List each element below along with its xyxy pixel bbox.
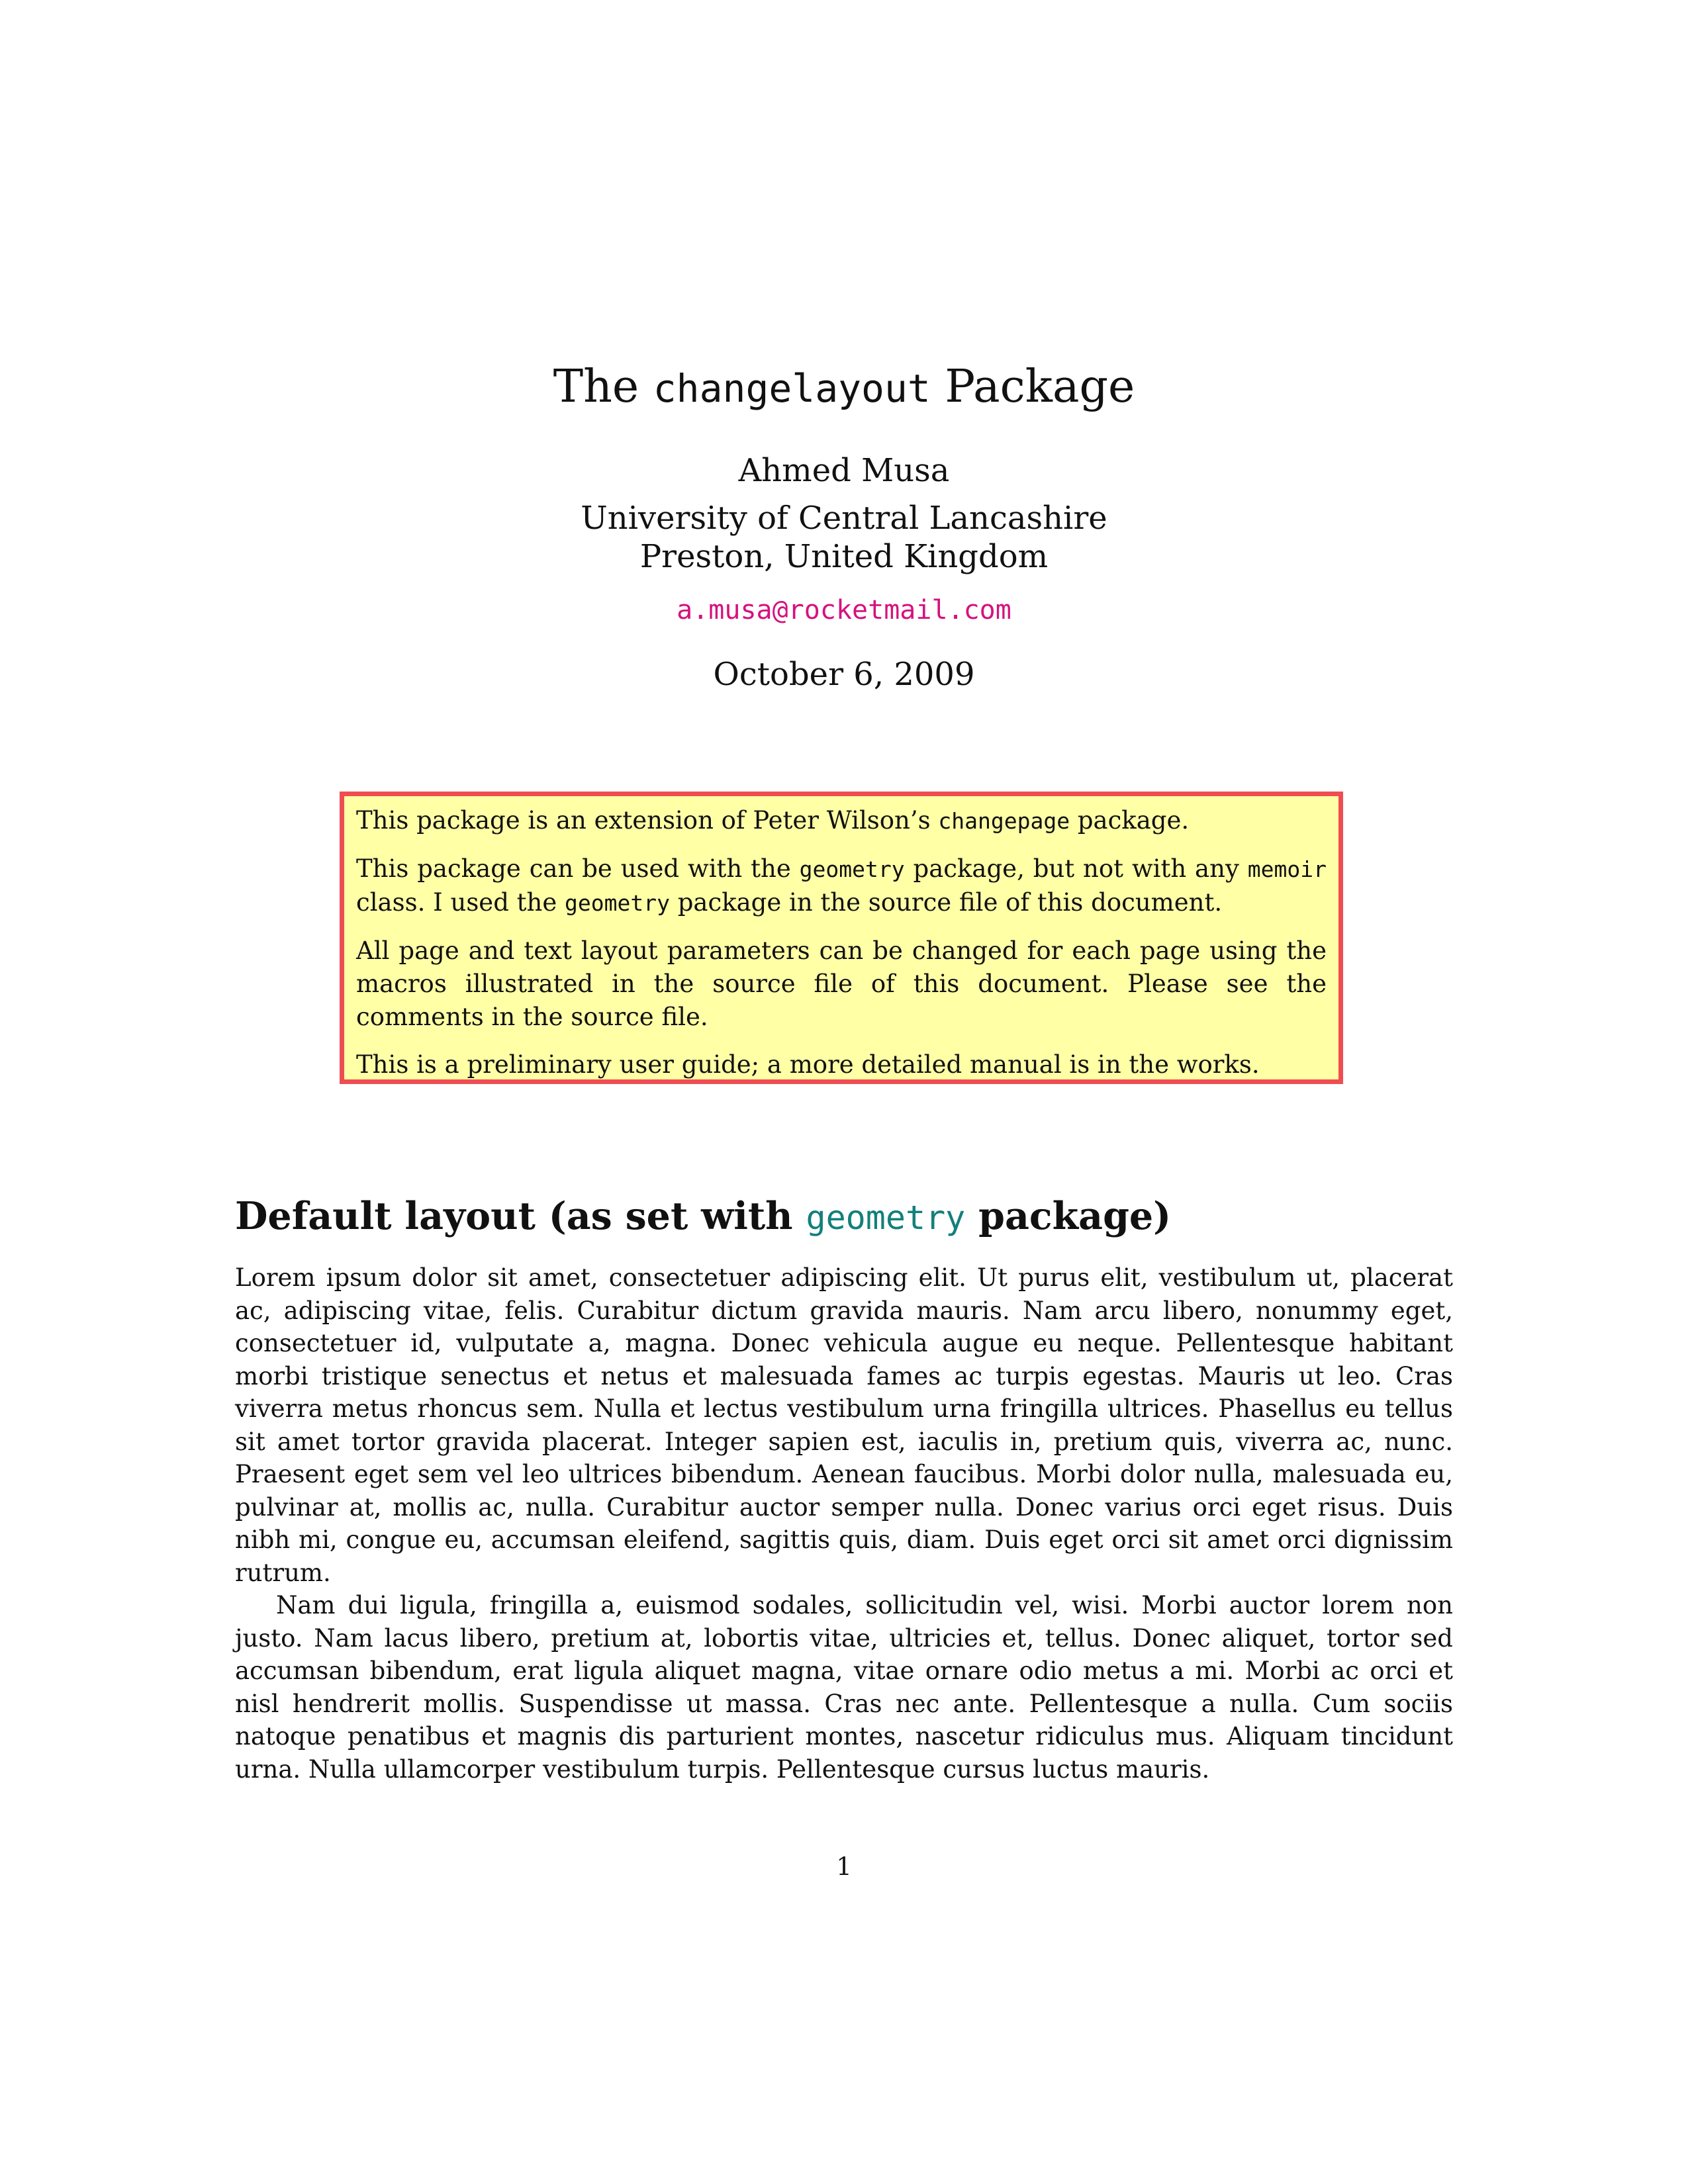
code-changepage: changepage	[938, 808, 1070, 834]
notice-box	[340, 792, 1343, 1084]
title-suffix: Package	[945, 361, 1135, 413]
notice-paragraph-1: This package is an extension of Peter Wilson’s changepage package.	[356, 806, 1190, 835]
document-date: October 6, 2009	[713, 656, 975, 693]
author-email-link[interactable]: a.musa@rocketmail.com	[677, 595, 1011, 625]
page-number: 1	[836, 1852, 852, 1881]
notice-paragraph-4: This is a preliminary user guide; a more detailed manual is in the works.	[356, 1050, 1260, 1079]
body-paragraph-1: Lorem ipsum dolor sit amet, consectetuer adipiscing elit. Ut purus elit, vestibulum ut, placerat ac, adipiscing vitae, felis. Curabitur dictum gravida mauris. Nam arcu libero, nonummy eget, consectetuer id, vulputate a, magna. Donec vehicula augue eu neque. Pellentesque habitant morbi tristique senectus et netus et malesuada fames ac turpis egestas. Mauris ut leo. Cras viverra metus rhoncus sem. Nulla et lectus vestibulum urna fringilla ultrices. Phasellus eu tellus sit amet tortor gravida placerat. Integer sapien est, iaculis in, pretium quis, viverra ac, nunc. Praesent eget sem vel leo ultrices bibendum. Aenean faucibus. Morbi dolor nulla, malesuada eu, pulvinar at, mollis ac, nulla. Curabitur auctor semper nulla. Donec varius orci eget risus. Duis nibh mi, congue eu, accumsan eleifend, sagittis quis, diam. Duis eget orci sit amet orci dignissim rutrum.	[235, 1263, 1453, 1587]
affiliation-line-1: University of Central Lancashire	[581, 500, 1107, 537]
code-geometry: geometry	[565, 890, 670, 916]
notice-paragraph-3: All page and text layout parameters can be changed for each page using the macros illustrated in the source file of this document. Please see the comments in the source file.	[356, 936, 1327, 1031]
section-heading: Default layout (as set with geometry package)	[235, 1194, 1172, 1238]
body-paragraph-2: Nam dui ligula, fringilla a, euismod sodales, sollicitudin vel, wisi. Morbi auctor lorem non justo. Nam lacus libero, pretium at, lobortis vitae, ultricies et, tellus. Donec aliquet, tortor sed accumsan bibendum, erat ligula aliquet magna, vitae ornare odio metus a mi. Morbi ac orci et nisl hendrerit mollis. Suspendisse ut massa. Cras nec ante. Pellentesque a nulla. Cum sociis natoque penatibus et magnis dis parturient montes, nascetur ridiculus mus. Aliquam tincidunt urna. Nulla ullamcorper vestibulum turpis. Pellentesque cursus luctus mauris.	[235, 1591, 1453, 1784]
document-title	[0, 357, 1688, 418]
author-name: Ahmed Musa	[738, 452, 950, 489]
code-memoir: memoir	[1247, 856, 1327, 882]
affiliation-line-2: Preston, United Kingdom	[639, 538, 1049, 575]
code-geometry: geometry	[799, 856, 905, 882]
title-prefix: The	[553, 361, 639, 413]
title-package-name: changelayout	[653, 366, 931, 411]
section-body	[235, 1261, 1453, 1786]
notice-paragraph-2: This package can be used with the geometry package, but not with any memoir class. I used the geometry package in the source file of this document.	[356, 854, 1327, 917]
heading-code-geometry: geometry	[806, 1199, 966, 1237]
